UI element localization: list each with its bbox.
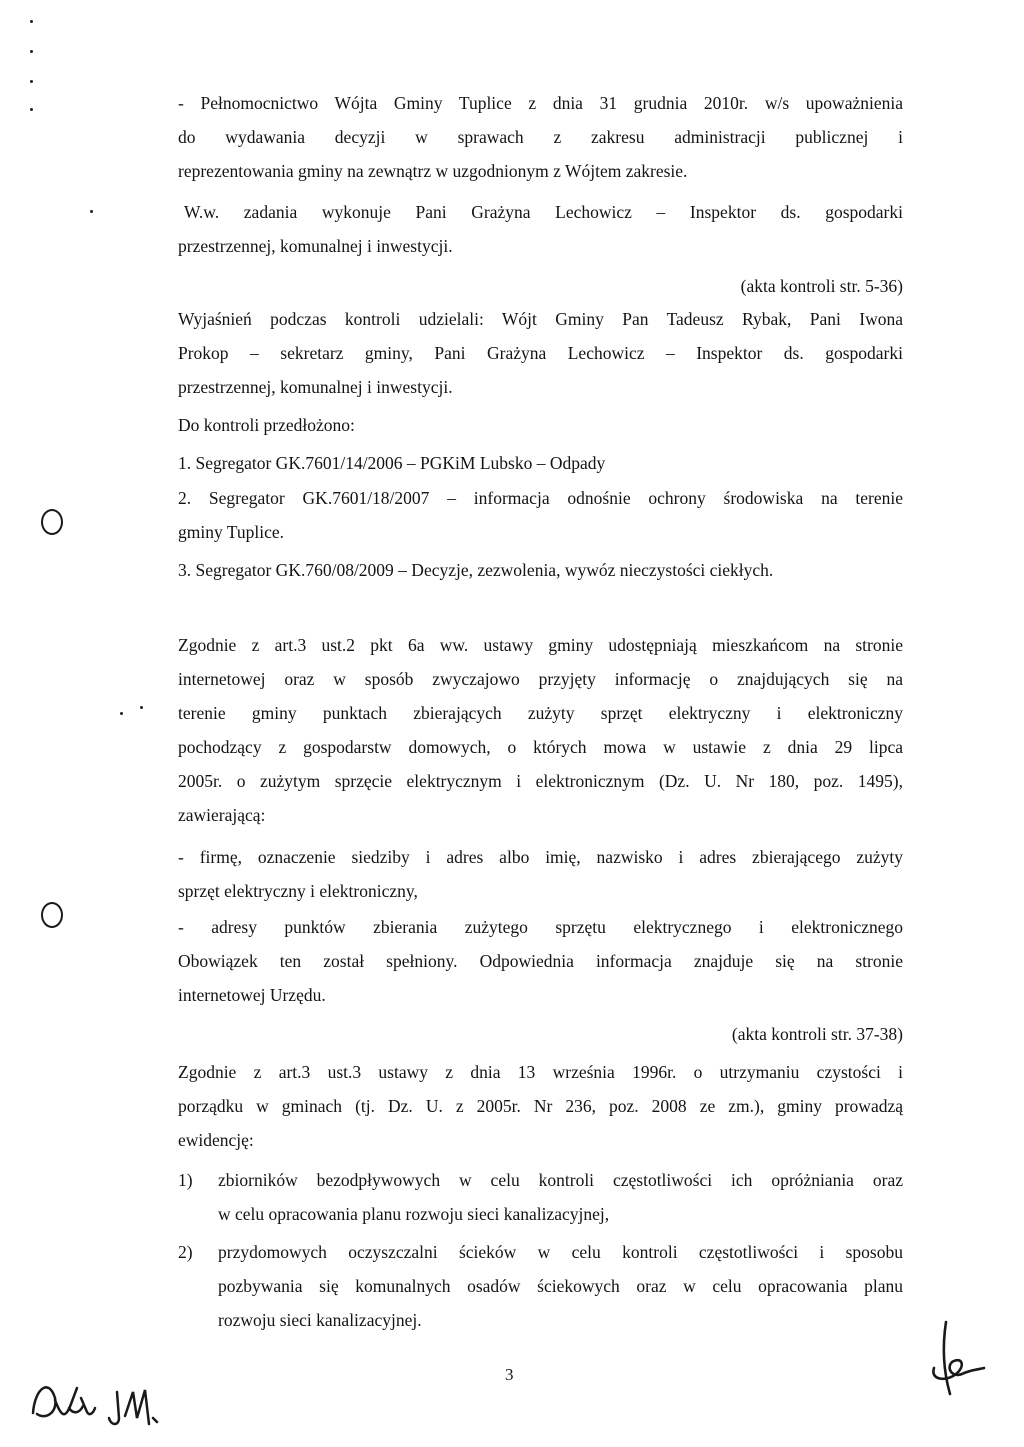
paragraph-authorization bbox=[178, 86, 903, 188]
text-line: pochodzący z gospodarstw domowych, o których mowa w ustawie z dnia 29 lipca bbox=[178, 737, 903, 757]
text-line: terenie gminy punktach zbierających zużyty sprzęt elektryczny i elektroniczny bbox=[178, 703, 903, 723]
paragraph-record-keeping bbox=[178, 1055, 903, 1157]
text-line: ewidencję: bbox=[178, 1130, 254, 1150]
reference-note: (akta kontroli str. 37-38) bbox=[731, 1024, 903, 1044]
text-line: Wyjaśnień podczas kontroli udzielali: Wójt Gminy Pan Tadeusz Rybak, Pani Iwona bbox=[178, 309, 903, 329]
text-line: sprzęt elektryczny i elektroniczny, bbox=[178, 881, 418, 901]
text-line: W.w. zadania wykonuje Pani Grażyna Lechowicz – Inspektor ds. gospodarki bbox=[184, 202, 903, 222]
signature-left bbox=[25, 1368, 175, 1443]
reference-note: (akta kontroli str. 5-36) bbox=[740, 276, 903, 296]
text-line: Prokop – sekretarz gminy, Pani Grażyna Lechowicz – Inspektor ds. gospodarki bbox=[178, 343, 903, 363]
text-line: do wydawania decyzji w sprawach z zakresu administracji publicznej i bbox=[178, 127, 903, 147]
paragraph-collection-points bbox=[178, 910, 903, 1012]
text-line: internetowej Urzędu. bbox=[178, 985, 326, 1005]
text-line: Zgodnie z art.3 ust.2 pkt 6a ww. ustawy gminy udostępniają mieszkańcom na stronie bbox=[178, 635, 903, 655]
scan-speck bbox=[120, 712, 123, 715]
documents-list-item-2 bbox=[178, 481, 903, 549]
text-line: pozbywania się komunalnych osadów ściekowych oraz w celu opracowania planu bbox=[218, 1276, 903, 1296]
text-line: reprezentowania gminy na zewnątrz w uzgodnionym z Wójtem zakresie. bbox=[178, 161, 688, 181]
text-line: - Pełnomocnictwo Wójta Gminy Tuplice z dnia 31 grudnia 2010r. w/s upoważnienia bbox=[178, 93, 903, 113]
paragraph-company-info bbox=[178, 840, 903, 908]
text-line: Zgodnie z art.3 ust.3 ustawy z dnia 13 września 1996r. o utrzymaniu czystości i bbox=[178, 1062, 903, 1082]
binder-hole-bottom bbox=[41, 902, 63, 928]
scan-speck bbox=[30, 50, 33, 53]
text-line: porządku w gminach (tj. Dz. U. z 2005r. Nr 236, poz. 2008 ze zm.), gminy prowadzą bbox=[178, 1096, 903, 1116]
list-item: 3. Segregator GK.760/08/2009 – Decyzje, zezwolenia, wywóz nieczystości ciekłych. bbox=[178, 560, 774, 580]
scan-speck bbox=[140, 706, 143, 709]
text-line: - adresy punktów zbierania zużytego sprzętu elektrycznego i elektronicznego bbox=[178, 917, 903, 937]
scan-speck bbox=[30, 108, 33, 111]
scan-speck bbox=[90, 210, 93, 213]
text-line: zawierającą: bbox=[178, 805, 266, 825]
list-item-number: 1) bbox=[178, 1170, 193, 1190]
text-line: przestrzennej, komunalnej i inwestycji. bbox=[178, 377, 453, 397]
documents-list-item-3 bbox=[178, 553, 903, 587]
enumerated-list bbox=[178, 1163, 903, 1337]
paragraph-tasks bbox=[178, 195, 903, 263]
list-item: 1. Segregator GK.7601/14/2006 – PGKiM Lubsko – Odpady bbox=[178, 453, 606, 473]
list-item bbox=[178, 1235, 903, 1337]
paragraph-explanations bbox=[178, 302, 903, 404]
paragraph-electronics-info bbox=[178, 628, 903, 832]
binder-hole-top bbox=[41, 509, 63, 535]
text-line: 2. Segregator GK.7601/18/2007 – informacja odnośnie ochrony środowiska na terenie bbox=[178, 488, 903, 508]
text-line: przestrzennej, komunalnej i inwestycji. bbox=[178, 236, 453, 256]
list-item bbox=[178, 1163, 903, 1231]
text-line: zbiorników bezodpływowych w celu kontroli częstotliwości ich opróżniania oraz bbox=[218, 1170, 903, 1190]
scan-speck bbox=[30, 20, 33, 23]
text-line: - firmę, oznaczenie siedziby i adres albo imię, nazwisko i adres zbierającego zużyty bbox=[178, 847, 903, 867]
text-line: internetowej oraz w sposób zwyczajowo przyjęty informację o znajdujących się na bbox=[178, 669, 903, 689]
text-line: Obowiązek ten został spełniony. Odpowiednia informacja znajduje się na stronie bbox=[178, 951, 903, 971]
page-number: 3 bbox=[505, 1365, 514, 1384]
scan-speck bbox=[30, 80, 33, 83]
documents-heading: Do kontroli przedłożono: bbox=[178, 415, 355, 435]
signature-right bbox=[922, 1318, 992, 1398]
text-line: w celu opracowania planu rozwoju sieci kanalizacyjnej, bbox=[218, 1204, 610, 1224]
text-line: przydomowych oczyszczalni ścieków w celu kontroli częstotliwości i sposobu bbox=[218, 1242, 903, 1262]
text-line: gminy Tuplice. bbox=[178, 522, 284, 542]
list-item-number: 2) bbox=[178, 1242, 193, 1262]
text-line: 2005r. o zużytym sprzęcie elektrycznym i elektronicznym (Dz. U. Nr 180, poz. 1495), bbox=[178, 771, 903, 791]
documents-list bbox=[178, 446, 903, 480]
text-line: rozwoju sieci kanalizacyjnej. bbox=[218, 1310, 422, 1330]
